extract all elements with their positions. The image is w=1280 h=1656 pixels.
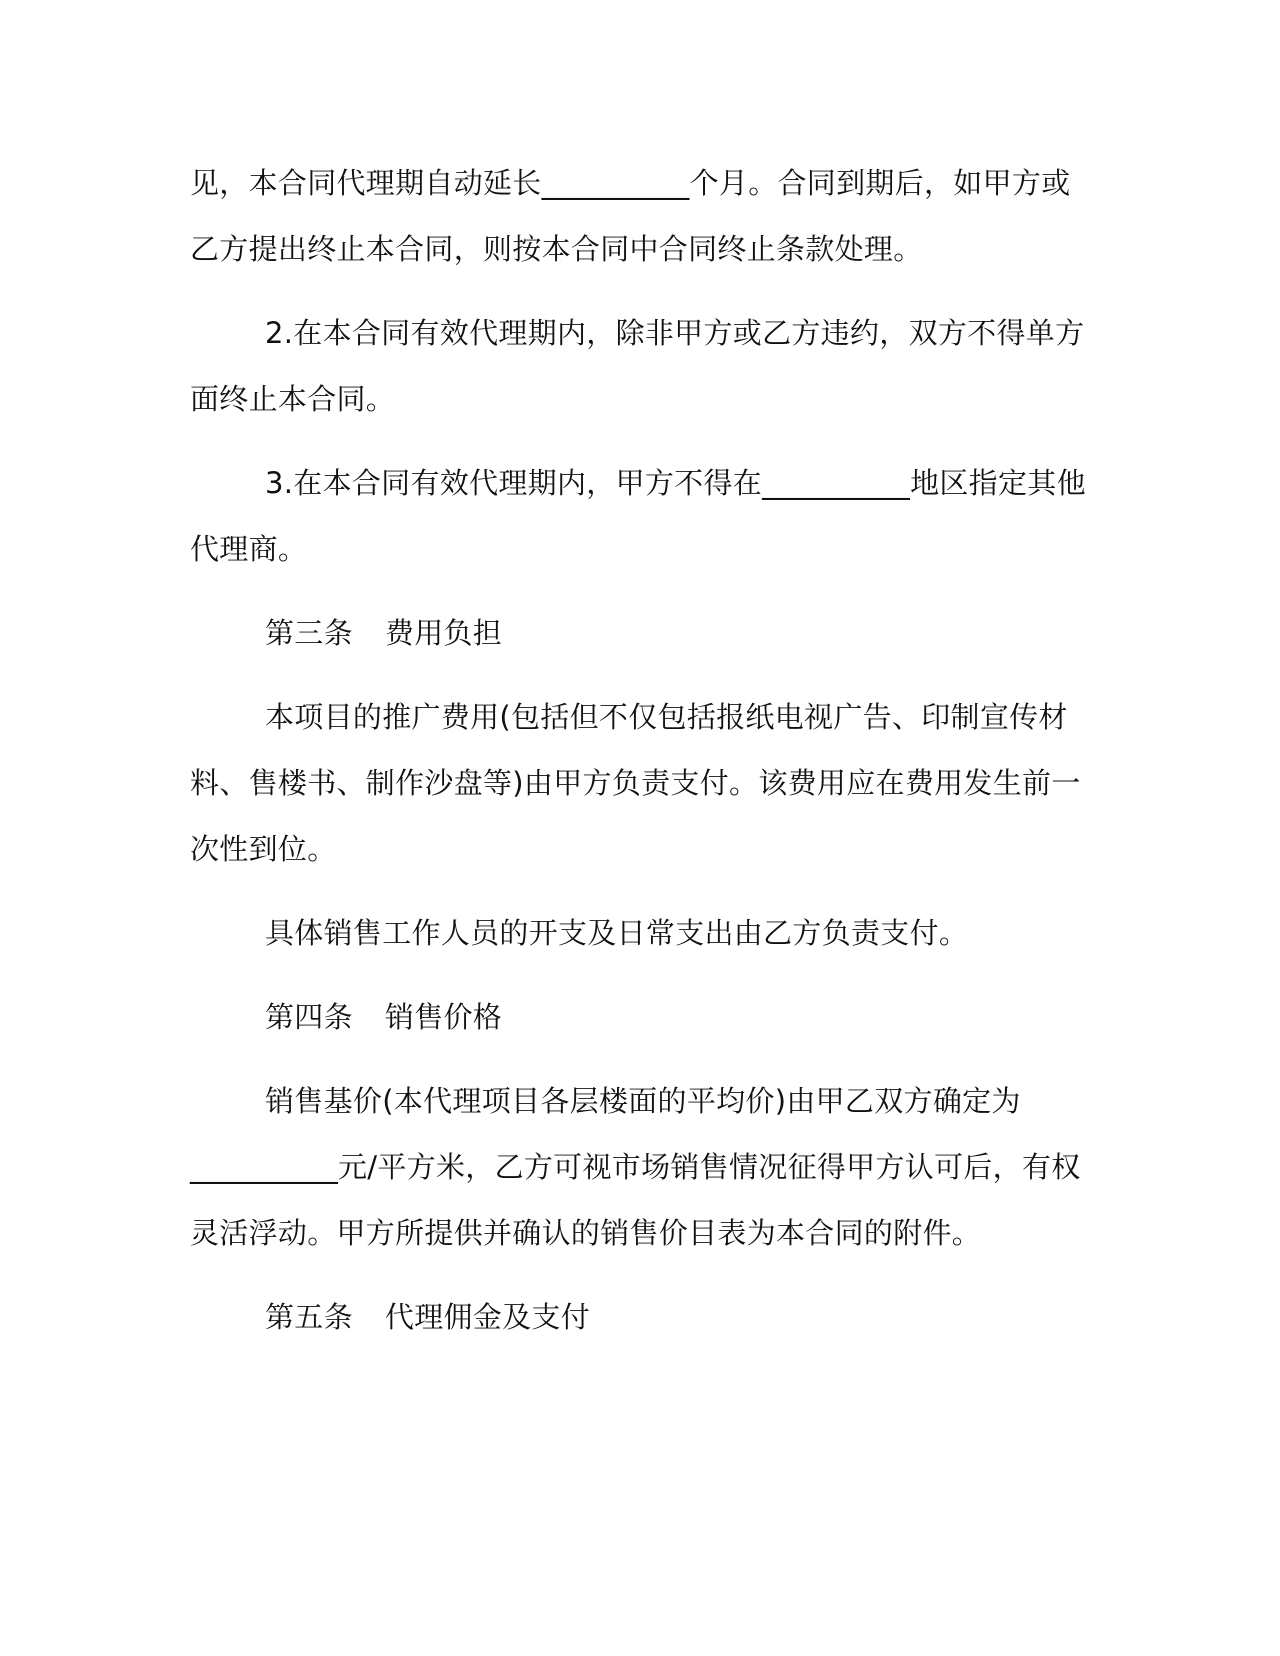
paragraph-clause-3: 3.在本合同有效代理期内，甲方不得在__________地区指定其他代理商。 [190, 466, 1086, 566]
article-3-title: 费用负担 [384, 616, 503, 650]
paragraph-staff-costs: 具体销售工作人员的开支及日常支出由乙方负责支付。 [265, 916, 969, 950]
article-5-number: 第五条 [265, 1300, 353, 1334]
article-3-heading [190, 600, 1090, 666]
article-5-heading [190, 1284, 1090, 1350]
article-4-number: 第四条 [265, 1000, 353, 1034]
article-5-title: 代理佣金及支付 [384, 1300, 591, 1334]
article-3-number: 第三条 [265, 616, 353, 650]
paragraph-promotion-costs: 本项目的推广费用(包括但不仅包括报纸电视广告、印制宣传材料、售楼书、制作沙盘等)由甲方负责支付。该费用应在费用发生前一次性到位。 [190, 700, 1081, 866]
article-4-title: 销售价格 [384, 1000, 503, 1034]
document-body [190, 150, 1090, 1350]
paragraph-base-price: 销售基价(本代理项目各层楼面的平均价)由甲乙双方确定为__________元/平方米，乙方可视市场销售情况征得甲方认可后，有权灵活浮动。甲方所提供并确认的销售价目表为本合同的附件。 [190, 1084, 1081, 1250]
article-4-heading [190, 984, 1090, 1050]
paragraph-clause-2: 2.在本合同有效代理期内，除非甲方或乙方违约，双方不得单方面终止本合同。 [190, 316, 1085, 416]
paragraph-extension-term: 见，本合同代理期自动延长__________个月。合同到期后，如甲方或乙方提出终止本合同，则按本合同中合同终止条款处理。 [190, 166, 1071, 266]
